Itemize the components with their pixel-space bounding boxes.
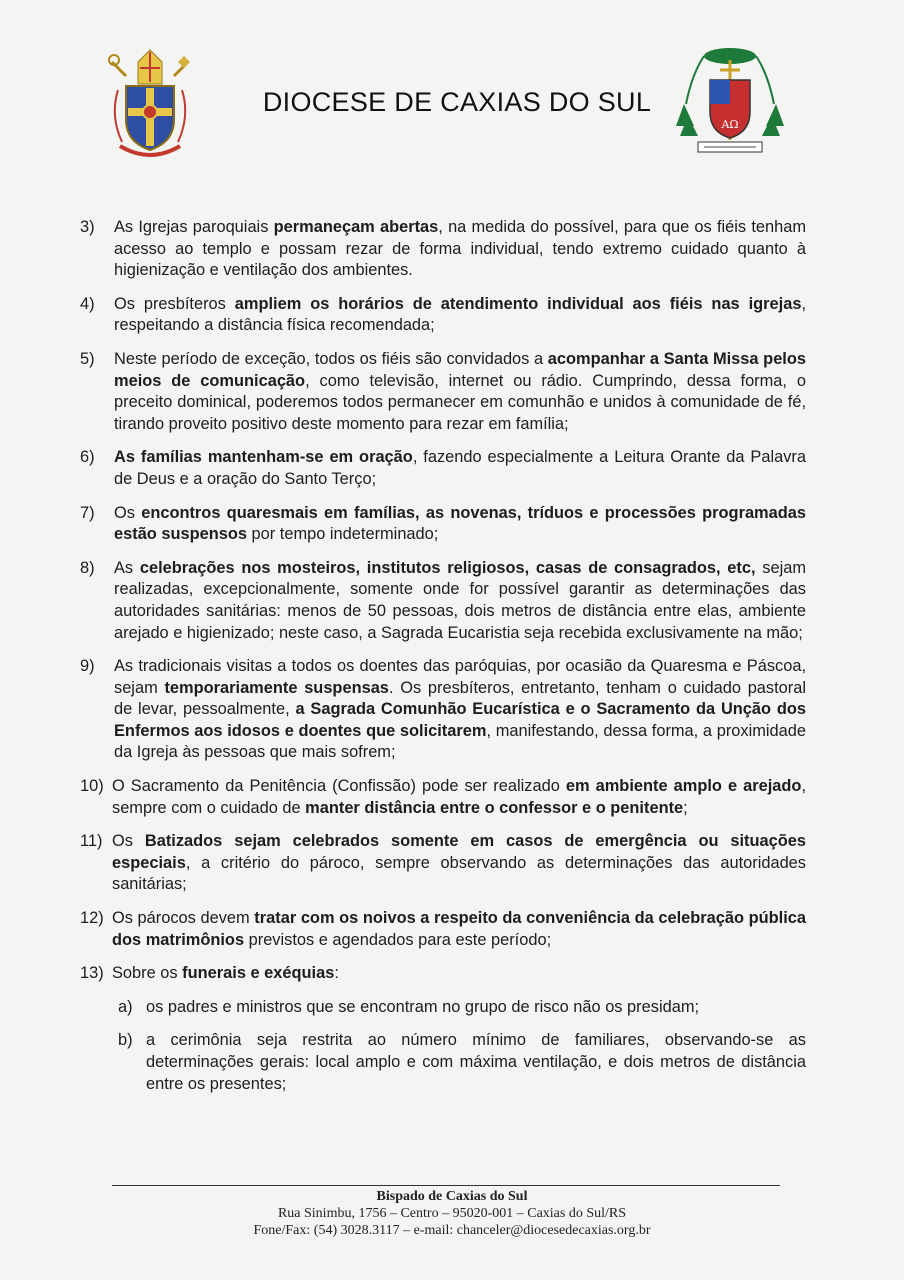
- list-item-number: 12): [80, 909, 104, 928]
- body-text: ;: [683, 798, 688, 817]
- emphasis-text: em ambiente amplo e arejado: [565, 777, 802, 796]
- emphasis-text: a Sagrada Comunhão Eucarística e o Sacramento da Unção dos Enfermos aos idosos e doentes que solicitarem: [114, 700, 807, 740]
- emphasis-text: As famílias mantenham-se em oração: [114, 448, 413, 467]
- list-item: [80, 349, 806, 435]
- list-item-number: 8): [80, 558, 95, 577]
- body-text: , na medida do possível, para que os fiéis tenham acesso ao templo e possam rezar de forma individual, tendo extremo cuidado quanto à higienização e ventilação dos ambientes.: [114, 218, 807, 280]
- sub-list-item-letter: b): [118, 1031, 133, 1050]
- body-text: , sempre com o cuidado de: [112, 777, 806, 817]
- list-item: [80, 908, 806, 951]
- sub-list-item-text: os padres e ministros que se encontram no grupo de risco não os presidam;: [146, 997, 700, 1016]
- list-item-number: 10): [80, 777, 104, 796]
- list-item: [80, 656, 806, 764]
- body-text: . Os presbíteros, entretanto, tenham o cuidado pastoral de levar, pessoalmente,: [114, 678, 807, 719]
- list-item-number: 9): [80, 657, 95, 676]
- footer-org: Bispado de Caxias do Sul: [376, 1189, 528, 1204]
- list-item-text: [114, 349, 806, 435]
- body-text: , manifestando, dessa forma, a proximidade da Igreja às pessoas que mais sofrem;: [114, 721, 807, 762]
- list-item-text: [114, 294, 806, 337]
- emphasis-text: acompanhar a Santa Missa pelos meios de comunicação: [114, 349, 806, 390]
- list-item-number: 13): [80, 964, 104, 983]
- sub-list-item-text: a cerimônia seja restrita ao número mínimo de familiares, observando-se as determinações gerais: local amplo e com máxima ventilação, e dois metros de distância entre os presentes;: [146, 1031, 806, 1093]
- body-text: Os presbíteros: [114, 294, 235, 313]
- list-item: [80, 831, 806, 896]
- emphasis-text: manter distância entre o confessor e o penitente: [305, 798, 684, 817]
- body-text: , respeitando a distância física recomendada;: [114, 294, 806, 335]
- list-item: [80, 447, 806, 490]
- list-item: [80, 963, 806, 985]
- sub-list-item: [80, 997, 806, 1019]
- emphasis-text: temporariamente suspensas: [164, 678, 389, 697]
- bishop-coat-of-arms-emblem: [676, 44, 784, 162]
- footer: [0, 1188, 904, 1239]
- emphasis-text: funerais e exéquias: [182, 964, 335, 983]
- list-item-text: [112, 776, 806, 819]
- list-item-number: 3): [80, 218, 95, 236]
- emphasis-text: celebrações nos mosteiros, institutos religiosos, casas de consagrados, etc,: [139, 558, 756, 577]
- sub-list-item-letter: a): [118, 997, 133, 1016]
- list-item-text: [112, 908, 806, 951]
- list-item-text: [114, 656, 806, 764]
- emphasis-text: ampliem os horários de atendimento individual aos fiéis nas igrejas: [234, 294, 802, 313]
- emphasis-text: permaneçam abertas: [273, 218, 439, 236]
- list-item-number: 7): [80, 503, 95, 522]
- emphasis-text: tratar com os noivos a respeito da conveniência da celebração pública dos matrimônios: [112, 909, 806, 949]
- body-text: Os: [112, 832, 145, 851]
- list-item-number: 4): [80, 294, 95, 313]
- list-item: [80, 217, 806, 282]
- footer-divider: [112, 1185, 780, 1186]
- list-item-text: [114, 558, 806, 644]
- body-text: Sobre os: [112, 964, 183, 983]
- body-text: , como televisão, internet ou rádio. Cumprindo, dessa forma, o preceito dominical, poderemos todos permanecer em comunhão e unidos à comunidade de fé, tirando proveito positivo deste momento para rezar em família;: [114, 371, 806, 433]
- list-item: [80, 776, 806, 819]
- page-title: DIOCESE DE CAXIAS DO SUL: [262, 87, 652, 117]
- list-item-number: 11): [80, 832, 103, 851]
- body-text: O Sacramento da Penitência (Confissão) pode ser realizado: [112, 777, 566, 796]
- svg-text:AΩ: AΩ: [721, 118, 739, 131]
- emphasis-text: encontros quaresmais em famílias, as novenas, tríduos e processões programadas estão suspensos: [114, 503, 806, 544]
- list-item-text: [114, 217, 806, 282]
- list-item: [80, 503, 806, 546]
- body-text: por tempo indeterminado;: [247, 525, 439, 544]
- list-item-text: [114, 447, 806, 490]
- body-text: , a critério do pároco, sempre observando as determinações das autoridades sanitárias;: [112, 853, 806, 894]
- list-item-number: 5): [80, 349, 95, 368]
- footer-contact: Fone/Fax: (54) 3028.3117 – e-mail: chanceler@diocesedecaxias.org.br: [253, 1223, 651, 1238]
- body-text: sejam realizadas, excepcionalmente, somente onde for possível garantir as determinações das autoridades sanitárias: menos de 50 pessoas, dois metros de distância entre elas, ambiente arejado e higienizado; neste caso, a Sagrada Eucaristia seja recebida exclusivamente na mão;: [114, 558, 806, 642]
- document-body: [80, 217, 806, 1107]
- body-text: As: [114, 558, 140, 577]
- list-item: [80, 558, 806, 644]
- body-text: previstos e agendados para este período;: [244, 930, 552, 949]
- body-text: As tradicionais visitas a todos os doentes das paróquias, por ocasião da Quaresma e Páscoa, sejam: [114, 657, 806, 697]
- list-item-number: 6): [80, 448, 95, 467]
- body-text: As Igrejas paroquiais: [114, 218, 274, 236]
- list-item-text: [112, 963, 806, 985]
- body-text: Os párocos devem: [112, 909, 255, 928]
- letterhead: [0, 0, 904, 190]
- footer-address: Rua Sinimbu, 1756 – Centro – 95020-001 – Caxias do Sul/RS: [277, 1206, 627, 1221]
- body-text: , fazendo especialmente a Leitura Orante da Palavra de Deus e a oração do Santo Terço;: [114, 448, 806, 488]
- sub-list-item: [80, 1030, 806, 1095]
- list-item-text: [112, 831, 806, 896]
- body-text: Neste período de exceção, todos os fiéis são convidados a: [114, 349, 548, 368]
- list-item-text: [114, 503, 806, 546]
- emphasis-text: Batizados sejam celebrados somente em casos de emergência ou situações especiais: [112, 832, 807, 872]
- body-text: :: [334, 964, 339, 983]
- body-text: Os: [114, 503, 142, 522]
- list-item: [80, 294, 806, 337]
